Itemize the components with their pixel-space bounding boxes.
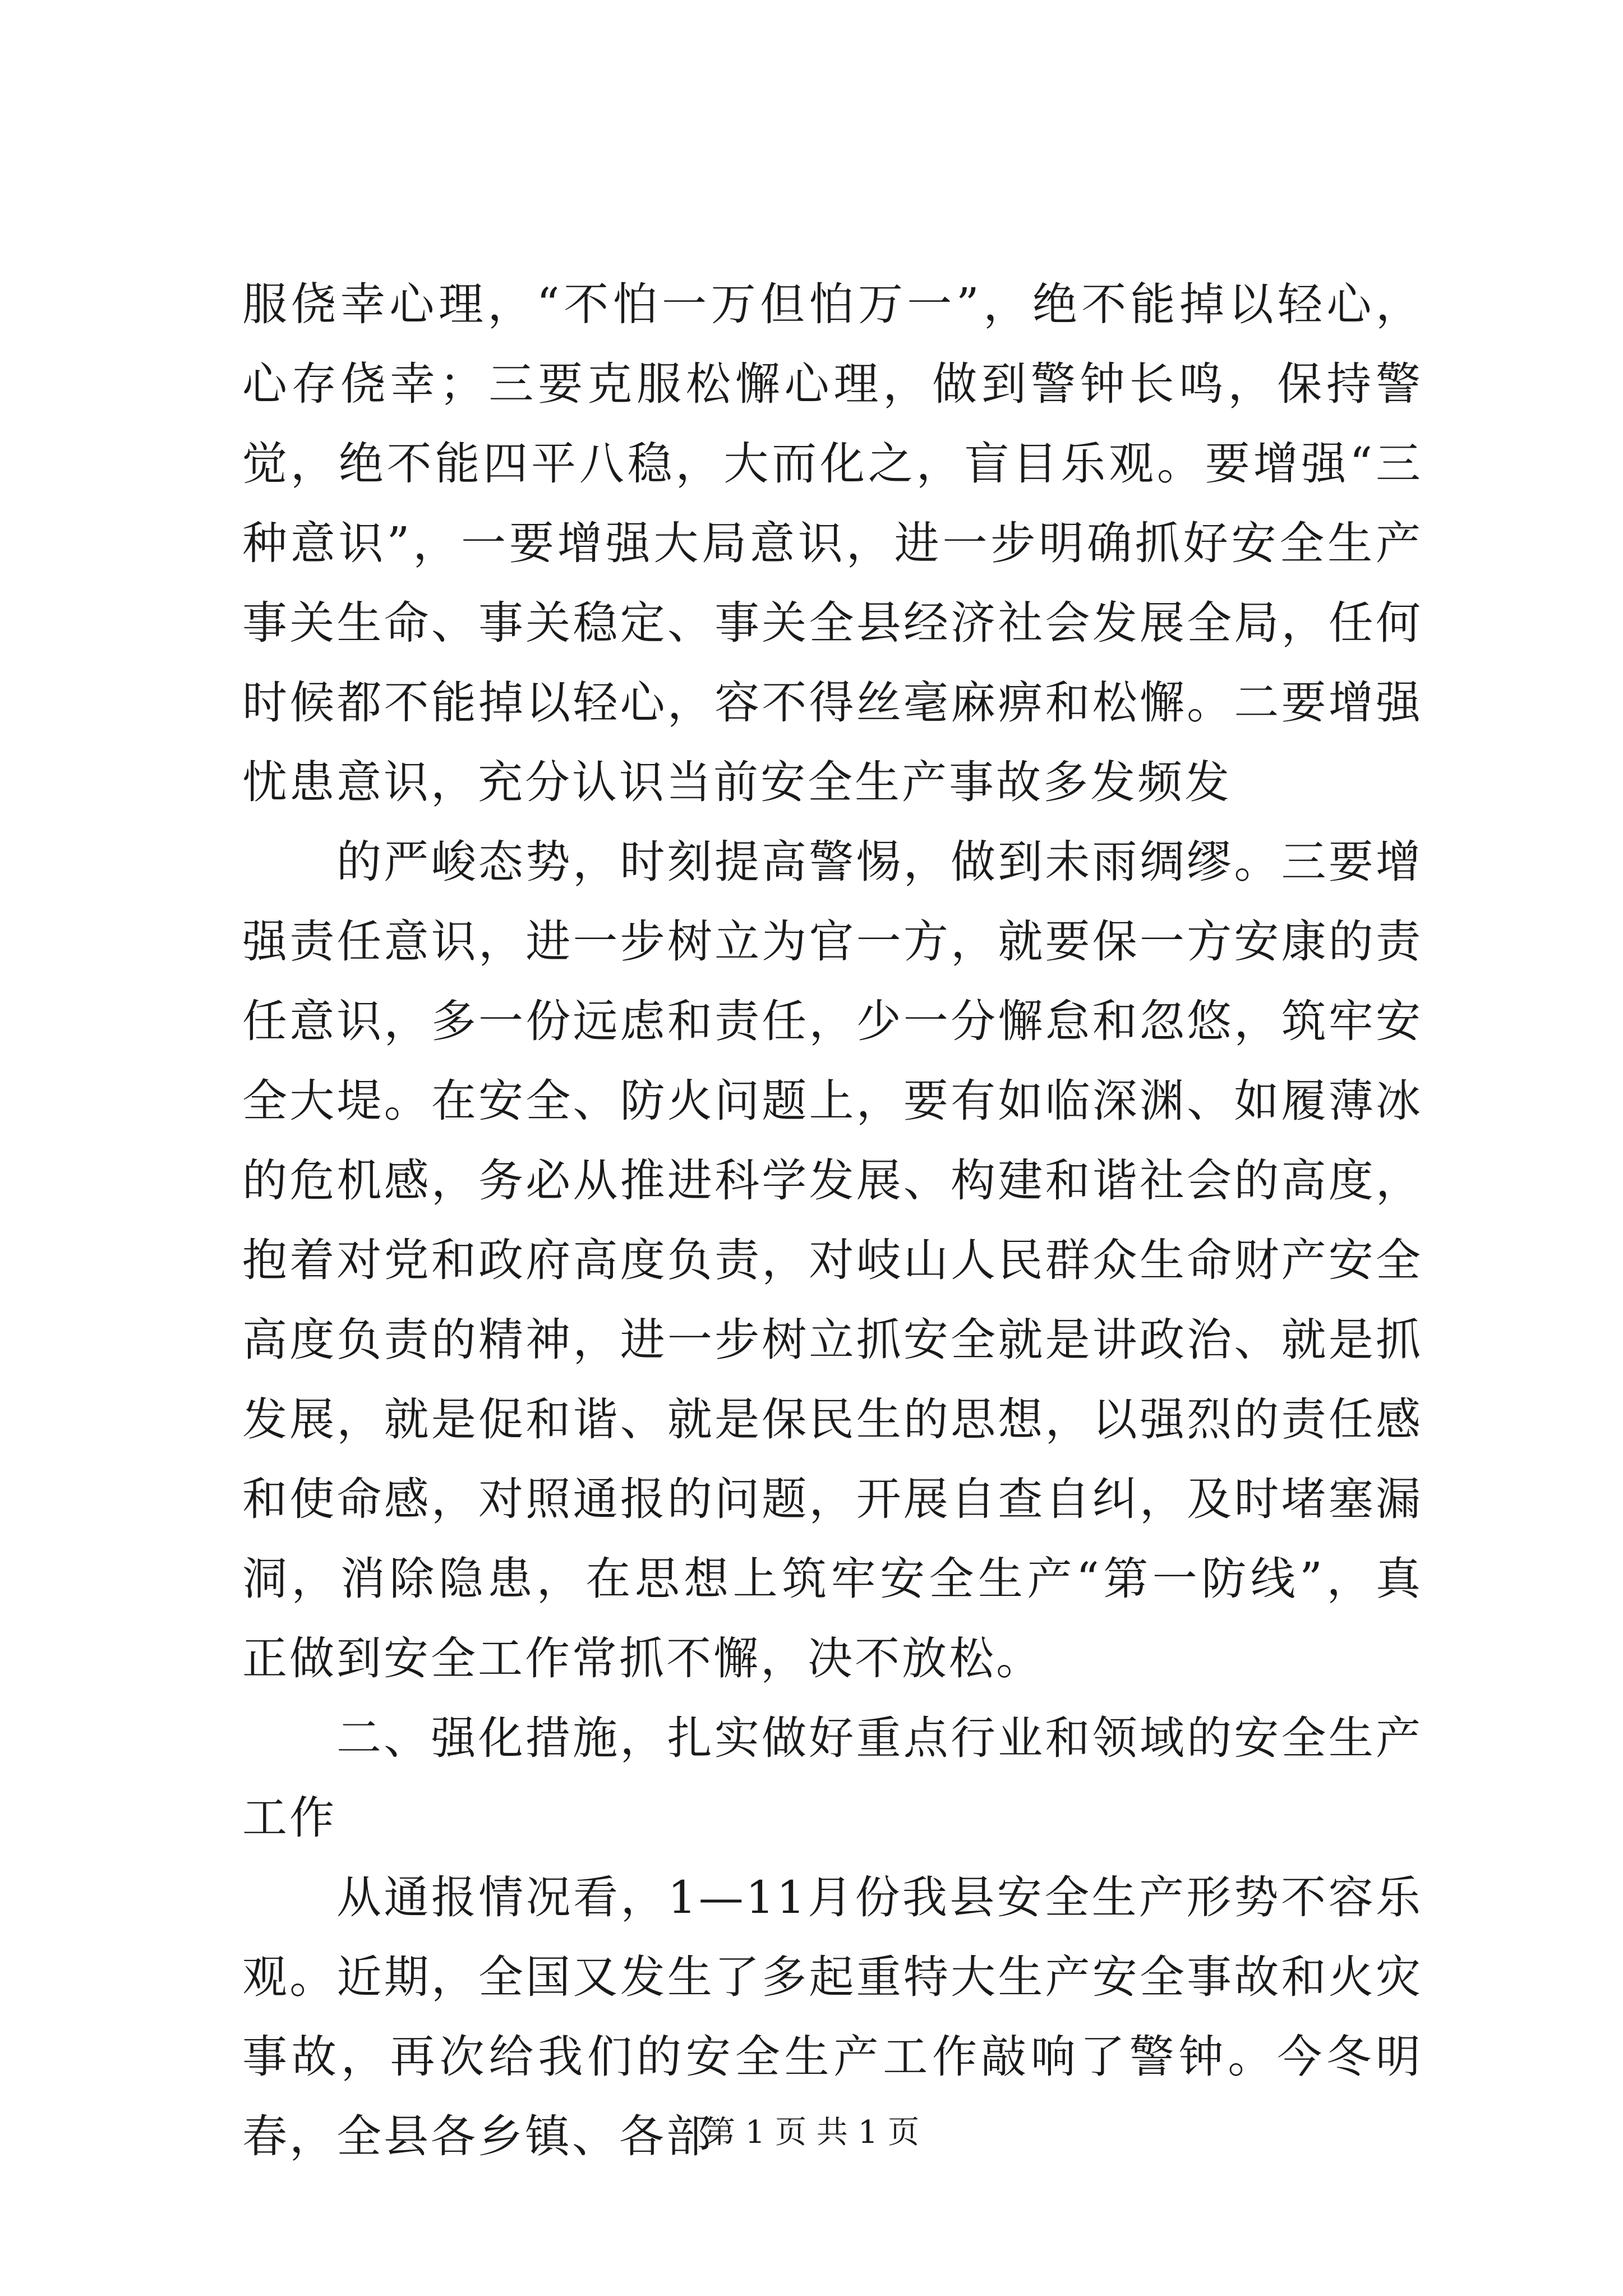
paragraph-1: 服侥幸心理，“不怕一万但怕万一”，绝不能掉以轻心，心存侥幸；三要克服松懈心理，做到警钟长鸣，保持警觉，绝不能四平八稳，大而化之，盲目乐观。要增强“三种意识”，一要增强大局意识，进一步明确抓好安全生产事关生命、事关稳定、事关全县经济社会发展全局，任何时候都不能掉以轻心，容不得丝毫麻痹和松懈。二要增强忧患意识，充分认识当前安全生产事故多发频发 (242, 278, 1423, 808)
section-heading: 二、强化措施，扎实做好重点行业和领域的安全生产工作 (242, 1712, 1423, 1844)
page-footer: 第 1 页 共 1 页 (703, 2114, 920, 2151)
document-body (242, 265, 1423, 2177)
paragraph-4: 从通报情况看，1—11月份我县安全生产形势不容乐观。近期，全国又发生了多起重特大生产安全事故和火灾事故，再次给我们的安全生产工作敲响了警钟。今冬明春，全县各乡镇、各部 (242, 1871, 1423, 2162)
paragraph-2: 的严峻态势，时刻提高警惕，做到未雨绸缪。三要增强责任意识，进一步树立为官一方，就要保一方安康的责任意识，多一份远虑和责任，少一分懈怠和忽悠，筑牢安全大堤。在安全、防火问题上，要有如临深渊、如履薄冰的危机感，务必从推进科学发展、构建和谐社会的高度，抱着对党和政府高度负责，对岐山人民群众生命财产安全高度负责的精神，进一步树立抓安全就是讲政治、就是抓发展，就是促和谐、就是保民生的思想，以强烈的责任感和使命感，对照通报的问题，开展自查自纠，及时堵塞漏洞，消除隐患，在思想上筑牢安全生产“第一防线”，真正做到安全工作常抓不懈，决不放松。 (242, 836, 1423, 1685)
